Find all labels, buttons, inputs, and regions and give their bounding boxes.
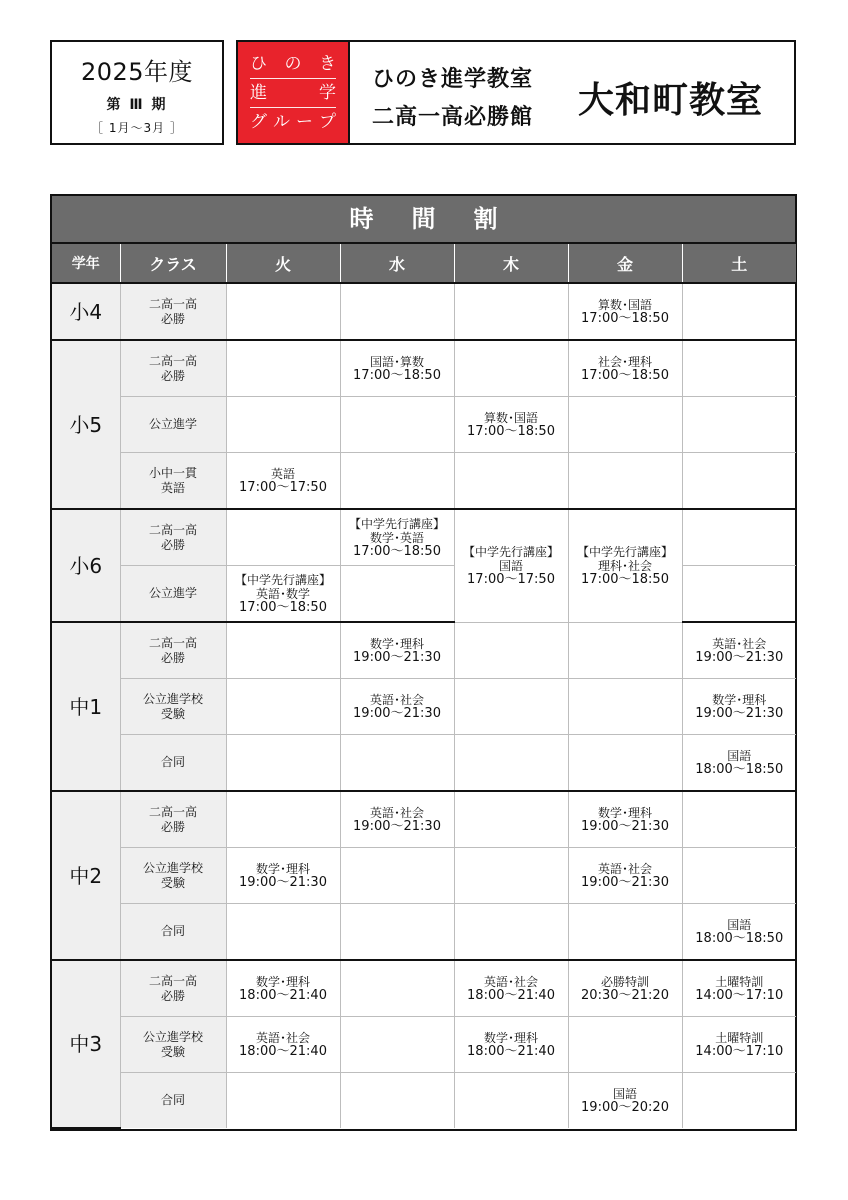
schedule-cell [340, 397, 454, 453]
time-text: 17:00～18:50 [467, 423, 555, 439]
schedule-cell [226, 960, 340, 1017]
class-label: 二高一高 必勝 [120, 622, 226, 679]
subject-text: 社会･理科 [597, 354, 652, 369]
org-name-2: 二高一高必勝館 [372, 105, 534, 130]
timetable-row [52, 848, 796, 904]
schedule-cell [226, 1073, 340, 1129]
time-text: 19:00～21:30 [581, 818, 669, 834]
subject-text: 英語･社会 [483, 974, 538, 989]
subject-text: 数学･理科 [255, 861, 310, 876]
logo-line [250, 50, 336, 79]
schedule-cell [340, 1073, 454, 1129]
school-name: 大和町教室 [578, 80, 764, 121]
subject-text: 英語･社会 [255, 1030, 310, 1045]
schedule-cell [340, 566, 454, 623]
schedule-cell [568, 340, 682, 397]
grade-label: 小4 [52, 283, 120, 340]
timetable-grid [52, 244, 796, 1129]
schedule-cell [454, 1017, 568, 1073]
schedule-cell [682, 791, 796, 848]
time-text: 18:00～21:40 [467, 987, 555, 1003]
logo-char: ル [273, 112, 290, 132]
class-label: 小中一貫 英語 [120, 453, 226, 510]
time-text: 17:00～18:50 [581, 571, 669, 587]
timetable-row [52, 679, 796, 735]
time-text: 18:00～18:50 [695, 761, 784, 777]
schedule-cell [226, 791, 340, 848]
grade-label: 中2 [52, 791, 120, 960]
class-label: 二高一高 必勝 [120, 340, 226, 397]
schedule-cell [682, 397, 796, 453]
schedule-cell [568, 679, 682, 735]
time-text: 19:00～21:30 [695, 649, 784, 665]
subject-text: 英語･数学 [255, 586, 310, 601]
schedule-cell [454, 679, 568, 735]
term-year: 2025年度 [80, 58, 194, 86]
schedule-cell [226, 622, 340, 679]
term-name: 第 Ⅲ 期 [106, 97, 168, 113]
time-text: 19:00～21:30 [353, 649, 441, 665]
schedule-cell [340, 283, 454, 340]
column-header: 土 [682, 244, 796, 283]
schedule-cell [682, 960, 796, 1017]
logo-char: き [319, 54, 336, 74]
timetable-row [52, 340, 796, 397]
subject-text: 英語･社会 [369, 692, 424, 707]
schedule-cell [340, 904, 454, 961]
schedule-cell [568, 509, 682, 622]
schedule-cell [454, 397, 568, 453]
column-header: 金 [568, 244, 682, 283]
schedule-cell [340, 735, 454, 792]
timetable-row [52, 1073, 796, 1129]
subject-text: 算数･国語 [483, 410, 538, 425]
class-label-tag: 【中学先行講座】 [234, 572, 331, 587]
grade-label: 小6 [52, 509, 120, 622]
column-header: クラス [120, 244, 226, 283]
subject-text: 国語 [612, 1086, 637, 1101]
schedule-cell [568, 1017, 682, 1073]
logo-char: プ [319, 112, 336, 132]
class-label: 公立進学校 受験 [120, 848, 226, 904]
subject-text: 数学･理科 [597, 805, 652, 820]
schedule-cell [568, 622, 682, 679]
time-text: 20:30～21:20 [581, 987, 669, 1003]
time-text: 18:00～21:40 [239, 987, 327, 1003]
class-label: 合同 [120, 735, 226, 792]
schedule-cell [340, 340, 454, 397]
subject-text: 数学･理科 [369, 636, 424, 651]
schedule-cell [682, 1017, 796, 1073]
schedule-cell [454, 453, 568, 510]
logo-char: の [284, 54, 302, 74]
schedule-cell [226, 1017, 340, 1073]
time-text: 19:00～20:20 [581, 1099, 669, 1115]
schedule-cell [568, 735, 682, 792]
schedule-cell [340, 1017, 454, 1073]
schedule-cell [568, 960, 682, 1017]
time-text: 17:00～17:50 [239, 479, 327, 495]
term-months: ［ 1月～3月 ］ [91, 121, 183, 135]
subject-text: 数学･英語 [369, 530, 424, 545]
schedule-cell [682, 679, 796, 735]
header-row [52, 244, 796, 283]
class-label: 二高一高 必勝 [120, 283, 226, 340]
schedule-cell [454, 622, 568, 679]
schedule-cell [454, 283, 568, 340]
logo-line [250, 79, 336, 108]
class-label: 合同 [120, 904, 226, 961]
logo-char: ひ [250, 54, 267, 74]
timetable-row [52, 791, 796, 848]
timetable-row [52, 904, 796, 961]
logo-char: グ [250, 112, 267, 132]
subject-text: 英語･社会 [369, 805, 424, 820]
grade-label: 中3 [52, 960, 120, 1128]
column-header: 学年 [52, 244, 120, 283]
time-text: 17:00～18:50 [581, 310, 669, 326]
schedule-cell [340, 960, 454, 1017]
time-text: 14:00～17:10 [695, 1043, 784, 1059]
schedule-cell [340, 679, 454, 735]
schedule-cell [568, 453, 682, 510]
timetable-row [52, 1017, 796, 1073]
subject-text: 数学･理科 [712, 692, 767, 707]
schedule-cell [454, 1073, 568, 1129]
brand-divider [348, 42, 350, 143]
class-label: 二高一高 必勝 [120, 509, 226, 566]
time-text: 19:00～21:30 [581, 874, 669, 890]
schedule-cell [454, 904, 568, 961]
column-header: 木 [454, 244, 568, 283]
schedule-cell [682, 340, 796, 397]
subject-text: 数学･理科 [483, 1030, 538, 1045]
class-label: 公立進学校 受験 [120, 1017, 226, 1073]
timetable-row [52, 622, 796, 679]
schedule-cell [568, 283, 682, 340]
time-text: 18:00～21:40 [467, 1043, 555, 1059]
class-label-tag: 【中学先行講座】 [348, 516, 445, 531]
logo-char: 学 [319, 83, 336, 103]
schedule-cell [454, 960, 568, 1017]
schedule-cell [682, 622, 796, 679]
schedule-cell [226, 509, 340, 566]
schedule-cell [226, 904, 340, 961]
time-text: 17:00～17:50 [467, 571, 555, 587]
schedule-cell [568, 904, 682, 961]
schedule-cell [226, 735, 340, 792]
schedule-cell [568, 397, 682, 453]
subject-text: 英語･社会 [597, 861, 652, 876]
class-label: 公立進学校 受験 [120, 679, 226, 735]
time-text: 17:00～18:50 [239, 599, 327, 615]
time-text: 19:00～21:30 [695, 705, 784, 721]
schedule-cell [226, 453, 340, 510]
schedule-cell [682, 283, 796, 340]
timetable-row [52, 283, 796, 340]
schedule-cell [568, 848, 682, 904]
schedule-cell [568, 791, 682, 848]
time-text: 18:00～21:40 [239, 1043, 327, 1059]
time-text: 17:00～18:50 [353, 367, 441, 383]
schedule-cell [568, 1073, 682, 1129]
subject-text: 国語 [498, 558, 523, 573]
time-text: 17:00～18:50 [353, 543, 441, 559]
class-label: 二高一高 必勝 [120, 791, 226, 848]
schedule-cell [682, 904, 796, 961]
subject-text: 英語･社会 [712, 636, 767, 651]
class-label-tag: 【中学先行講座】 [462, 544, 559, 559]
grade-label: 小5 [52, 340, 120, 509]
subject-text: 国語 [727, 917, 752, 932]
timetable-row [52, 397, 796, 453]
schedule-cell [340, 509, 454, 566]
logo-line [250, 108, 336, 136]
subject-text: 土曜特訓 [715, 974, 764, 989]
schedule-cell [454, 509, 568, 622]
org-name-1: ひのき進学教室 [372, 67, 534, 92]
time-text: 19:00～21:30 [353, 818, 441, 834]
schedule-cell [682, 848, 796, 904]
time-text: 19:00～21:30 [239, 874, 327, 890]
schedule-cell [454, 735, 568, 792]
timetable-row [52, 735, 796, 792]
subject-text: 国語･算数 [369, 354, 424, 369]
time-text: 18:00～18:50 [695, 930, 784, 946]
logo-char: ー [296, 112, 313, 132]
schedule-cell [226, 848, 340, 904]
time-text: 14:00～17:10 [695, 987, 784, 1003]
timetable-title: 時間割 [52, 196, 795, 244]
schedule-cell [682, 1073, 796, 1129]
class-label: 合同 [120, 1073, 226, 1129]
column-header: 水 [340, 244, 454, 283]
subject-text: 理科･社会 [597, 558, 652, 573]
timetable-row [52, 453, 796, 510]
hinoki-logo [238, 42, 348, 143]
schedule-cell [226, 679, 340, 735]
schedule-cell [682, 566, 796, 623]
timetable-row [52, 509, 796, 566]
schedule-cell [226, 397, 340, 453]
timetable-row [52, 960, 796, 1017]
time-text: 17:00～18:50 [581, 367, 669, 383]
subject-text: 土曜特訓 [715, 1030, 764, 1045]
schedule-cell [340, 848, 454, 904]
column-header: 火 [226, 244, 340, 283]
schedule-cell [226, 340, 340, 397]
schedule-cell [340, 791, 454, 848]
schedule-cell [226, 283, 340, 340]
schedule-cell [682, 509, 796, 566]
term-box [50, 40, 224, 145]
timetable [50, 194, 797, 1131]
schedule-cell [682, 735, 796, 792]
schedule-cell [682, 453, 796, 510]
brand-box [236, 40, 796, 145]
subject-text: 数学･理科 [255, 974, 310, 989]
timetable-row [52, 566, 796, 623]
class-label: 公立進学 [120, 566, 226, 623]
class-label: 公立進学 [120, 397, 226, 453]
subject-text: 英語 [270, 466, 295, 481]
time-text: 19:00～21:30 [353, 705, 441, 721]
schedule-cell [454, 848, 568, 904]
schedule-cell [340, 622, 454, 679]
subject-text: 算数･国語 [597, 297, 652, 312]
class-label-tag: 【中学先行講座】 [576, 544, 673, 559]
schedule-cell [340, 453, 454, 510]
schedule-cell [454, 340, 568, 397]
subject-text: 国語 [727, 748, 752, 763]
subject-text: 必勝特訓 [600, 974, 649, 989]
schedule-cell [454, 791, 568, 848]
class-label: 二高一高 必勝 [120, 960, 226, 1017]
schedule-cell [226, 566, 340, 623]
grade-label: 中1 [52, 622, 120, 791]
logo-char: 進 [250, 83, 267, 103]
